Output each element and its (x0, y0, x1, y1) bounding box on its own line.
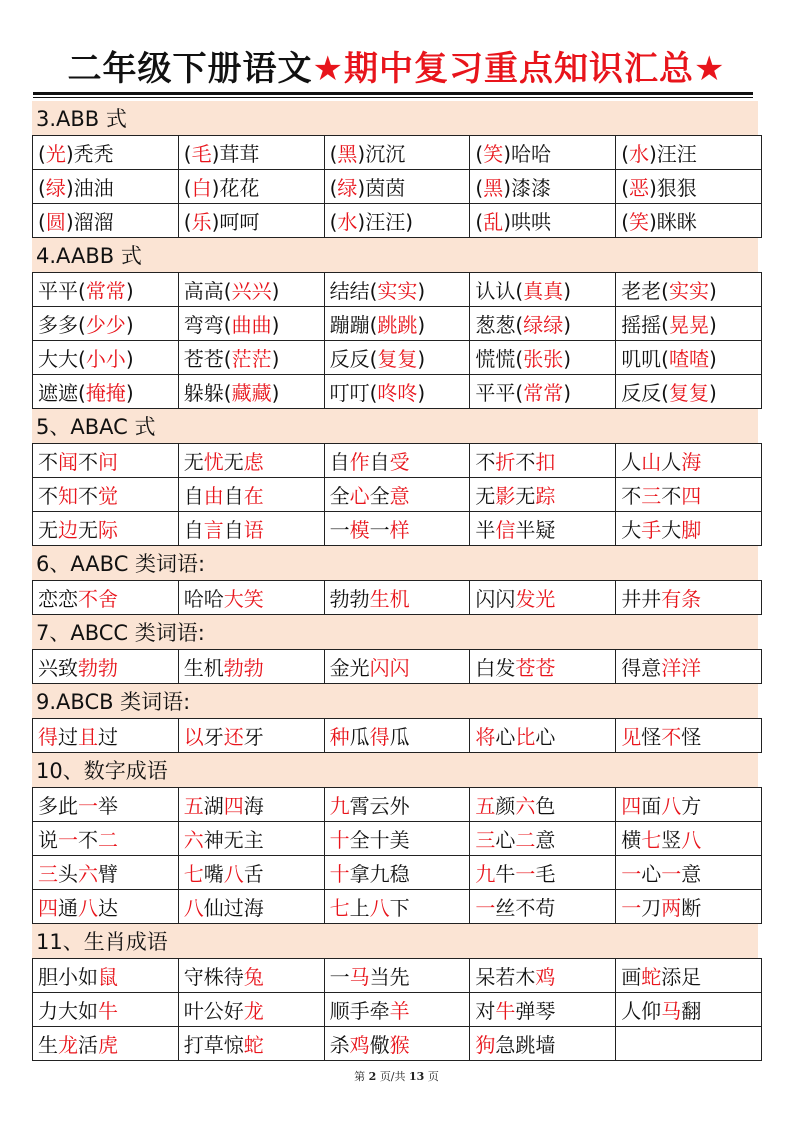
vocab-cell: 平平(常常) (470, 375, 616, 409)
highlight-char: 绿绿 (523, 313, 564, 337)
highlight-char: 海 (681, 450, 702, 474)
table-row (33, 478, 762, 512)
highlight-char: 猴 (389, 1033, 410, 1057)
vocab-cell: 半信半疑 (470, 512, 616, 546)
page-title (0, 46, 793, 92)
vocab-cell: 自言自语 (178, 512, 324, 546)
vocab-cell: 不闻不问 (33, 444, 179, 478)
vocab-table (32, 580, 762, 615)
highlight-char: 见 (621, 725, 642, 749)
vocab-cell: 哈哈大笑 (178, 581, 324, 615)
vocab-cell: 多此一举 (33, 788, 179, 822)
highlight-char: 作 (349, 450, 370, 474)
vocab-cell: 横七竖八 (616, 822, 762, 856)
vocab-cell: 蹦蹦(跳跳) (324, 307, 470, 341)
vocab-table (32, 649, 762, 684)
highlight-char: 问 (98, 450, 118, 474)
highlight-char: 生机 (369, 587, 410, 611)
table-row (33, 170, 762, 204)
highlight-char: 圆 (45, 210, 66, 234)
vocab-cell: 慌慌(张张) (470, 341, 616, 375)
vocab-cell (616, 1027, 762, 1061)
vocab-cell: 闪闪发光 (470, 581, 616, 615)
highlight-char: 八 (223, 862, 244, 886)
vocab-cell: 自由自在 (178, 478, 324, 512)
table-row (33, 719, 762, 753)
vocab-cell: 全心全意 (324, 478, 470, 512)
vocab-cell: 五颜六色 (470, 788, 616, 822)
vocab-cell: 狗急跳墙 (470, 1027, 616, 1061)
vocab-cell: (黑)沉沉 (324, 136, 470, 170)
vocab-cell: 老老(实实) (616, 273, 762, 307)
highlight-char: 不舍 (78, 587, 118, 611)
highlight-char: 知 (58, 484, 78, 508)
highlight-char: 光 (45, 142, 66, 166)
vocab-cell: (乐)呵呵 (178, 204, 324, 238)
highlight-char: 四 (681, 484, 702, 508)
highlight-char: 八 (681, 828, 702, 852)
highlight-char: 发光 (515, 587, 556, 611)
highlight-char: 九 (329, 794, 350, 818)
highlight-char: 八 (183, 896, 204, 920)
vocab-cell: 叽叽(喳喳) (616, 341, 762, 375)
vocab-cell: 大大(小小) (33, 341, 179, 375)
highlight-char: 三 (475, 828, 496, 852)
vocab-cell: 画蛇添足 (616, 959, 762, 993)
highlight-char: 闻 (58, 450, 78, 474)
vocab-cell: 得过且过 (33, 719, 179, 753)
highlight-char: 一 (78, 794, 98, 818)
table-row (33, 890, 762, 924)
highlight-char: 毛 (191, 142, 212, 166)
highlight-char: 信 (495, 518, 516, 542)
vocab-cell: (白)花花 (178, 170, 324, 204)
highlight-char: 在 (243, 484, 264, 508)
vocab-cell: 四通八达 (33, 890, 179, 924)
highlight-char: 羊 (389, 999, 410, 1023)
footer-prefix: 第 (354, 1070, 366, 1083)
highlight-char: 受 (389, 450, 410, 474)
highlight-char: 乐 (191, 210, 212, 234)
highlight-char: 苍苍 (515, 656, 556, 680)
highlight-char: 黑 (337, 142, 358, 166)
vocab-cell: 四面八方 (616, 788, 762, 822)
vocab-cell: 打草惊蛇 (178, 1027, 324, 1061)
vocab-cell: 说一不二 (33, 822, 179, 856)
table-row (33, 959, 762, 993)
vocab-table (32, 443, 762, 546)
vocab-cell: 将心比心 (470, 719, 616, 753)
vocab-cell: 九牛一毛 (470, 856, 616, 890)
vocab-cell: 十全十美 (324, 822, 470, 856)
highlight-char: 兔 (243, 965, 264, 989)
vocab-cell: 七嘴八舌 (178, 856, 324, 890)
highlight-char: 际 (98, 518, 118, 542)
highlight-char: 实实 (377, 279, 418, 303)
vocab-cell: 三头六臂 (33, 856, 179, 890)
page-footer (0, 1068, 793, 1084)
vocab-cell: (绿)油油 (33, 170, 179, 204)
section-heading: 11、生肖成语 (32, 924, 758, 958)
footer-page-number: 2 (368, 1070, 377, 1083)
vocab-cell: 兴致勃勃 (33, 650, 179, 684)
highlight-char: 山 (641, 450, 662, 474)
vocab-cell: 勃勃生机 (324, 581, 470, 615)
highlight-char: 八 (369, 896, 390, 920)
vocab-cell: 不知不觉 (33, 478, 179, 512)
vocab-cell: 无边无际 (33, 512, 179, 546)
vocab-cell: 生龙活虎 (33, 1027, 179, 1061)
vocab-cell: 平平(常常) (33, 273, 179, 307)
footer-total-pages: 13 (409, 1070, 425, 1083)
table-row (33, 375, 762, 409)
vocab-cell: 十拿九稳 (324, 856, 470, 890)
vocab-cell: 白发苍苍 (470, 650, 616, 684)
highlight-char: 蛇 (641, 965, 662, 989)
vocab-cell: 力大如牛 (33, 993, 179, 1027)
highlight-char: 常常 (523, 381, 564, 405)
highlight-char: 藏藏 (231, 381, 272, 405)
table-row (33, 1027, 762, 1061)
highlight-char: 鼠 (98, 965, 118, 989)
section-heading: 7、ABCC 类词语: (32, 615, 758, 649)
vocab-cell: (光)秃秃 (33, 136, 179, 170)
title-main: 二年级下册语文 (67, 49, 313, 89)
highlight-char: 掩掩 (85, 381, 126, 405)
highlight-char: 心 (349, 484, 370, 508)
vocab-cell: (毛)茸茸 (178, 136, 324, 170)
vocab-table (32, 272, 762, 409)
vocab-cell: 人山人海 (616, 444, 762, 478)
highlight-char: 笑 (629, 210, 649, 234)
highlight-char: 牛 (495, 999, 516, 1023)
vocab-cell: 三心二意 (470, 822, 616, 856)
highlight-char: 有条 (661, 587, 702, 611)
highlight-char: 四 (38, 896, 58, 920)
highlight-char: 种 (329, 725, 350, 749)
vocab-cell: 叮叮(咚咚) (324, 375, 470, 409)
vocab-cell: 生机勃勃 (178, 650, 324, 684)
highlight-char: 四 (621, 794, 642, 818)
title-rule-thin (33, 97, 753, 98)
highlight-char: 少少 (85, 313, 126, 337)
highlight-char: 勃勃 (223, 656, 264, 680)
highlight-char: 牛 (98, 999, 118, 1023)
highlight-char: 踪 (535, 484, 556, 508)
vocab-cell: 五湖四海 (178, 788, 324, 822)
table-row (33, 993, 762, 1027)
highlight-char: 手 (641, 518, 662, 542)
highlight-char: 折 (495, 450, 516, 474)
highlight-char: 六 (515, 794, 536, 818)
highlight-char: 一 (515, 862, 536, 886)
vocab-cell: 认认(真真) (470, 273, 616, 307)
vocab-cell: 躲躲(藏藏) (178, 375, 324, 409)
vocab-table (32, 135, 762, 238)
vocab-cell: 一模一样 (324, 512, 470, 546)
highlight-char: 意 (389, 484, 410, 508)
highlight-char: 语 (243, 518, 264, 542)
highlight-char: 虑 (243, 450, 264, 474)
highlight-char: 由 (203, 484, 224, 508)
vocab-cell: 苍苍(茫茫) (178, 341, 324, 375)
vocab-cell: 以牙还牙 (178, 719, 324, 753)
vocab-cell: 无影无踪 (470, 478, 616, 512)
highlight-char: 忧 (203, 450, 224, 474)
section-heading: 6、AABC 类词语: (32, 546, 758, 580)
vocab-cell: 一刀两断 (616, 890, 762, 924)
vocab-cell: 呆若木鸡 (470, 959, 616, 993)
highlight-char: 常常 (85, 279, 126, 303)
highlight-char: 十 (329, 828, 350, 852)
section-heading: 9.ABCB 类词语: (32, 684, 758, 718)
highlight-char: 一 (475, 896, 496, 920)
vocab-cell: 遮遮(掩掩) (33, 375, 179, 409)
section-heading: 4.AABB 式 (32, 238, 758, 272)
highlight-char: 鸡 (349, 1033, 370, 1057)
highlight-char: 黑 (483, 176, 504, 200)
table-row (33, 788, 762, 822)
highlight-char: 狗 (475, 1033, 496, 1057)
highlight-char: 一 (661, 862, 682, 886)
highlight-char: 绿 (337, 176, 358, 200)
highlight-char: 真真 (523, 279, 564, 303)
highlight-char: 影 (495, 484, 516, 508)
vocab-cell: 摇摇(晃晃) (616, 307, 762, 341)
highlight-char: 二 (98, 828, 118, 852)
highlight-char: 水 (629, 142, 649, 166)
highlight-char: 一 (621, 896, 642, 920)
section-heading: 3.ABB 式 (32, 101, 758, 135)
highlight-char: 还 (223, 725, 244, 749)
table-row (33, 581, 762, 615)
highlight-char: 言 (203, 518, 224, 542)
highlight-char: 三 (641, 484, 662, 508)
highlight-char: 马 (661, 999, 682, 1023)
highlight-char: 十 (329, 862, 350, 886)
highlight-char: 七 (641, 828, 662, 852)
vocab-cell: 弯弯(曲曲) (178, 307, 324, 341)
table-row (33, 136, 762, 170)
vocab-cell: 见怪不怪 (616, 719, 762, 753)
vocab-cell: 井井有条 (616, 581, 762, 615)
vocab-cell: 一心一意 (616, 856, 762, 890)
highlight-char: 张张 (523, 347, 564, 371)
vocab-cell: 一马当先 (324, 959, 470, 993)
table-row (33, 341, 762, 375)
highlight-char: 九 (475, 862, 496, 886)
highlight-char: 水 (337, 210, 358, 234)
vocab-cell: 不折不扣 (470, 444, 616, 478)
vocab-cell: (乱)哄哄 (470, 204, 616, 238)
vocab-cell: 人仰马翻 (616, 993, 762, 1027)
table-row (33, 444, 762, 478)
highlight-char: 四 (223, 794, 244, 818)
highlight-char: 不 (661, 725, 682, 749)
table-row (33, 273, 762, 307)
highlight-char: 五 (475, 794, 496, 818)
vocab-cell: (绿)茵茵 (324, 170, 470, 204)
highlight-char: 且 (78, 725, 98, 749)
vocab-cell: 种瓜得瓜 (324, 719, 470, 753)
vocab-cell: (恶)狠狠 (616, 170, 762, 204)
highlight-char: 恶 (629, 176, 649, 200)
title-highlight: ★期中复习重点知识汇总★ (312, 49, 726, 89)
highlight-char: 两 (661, 896, 682, 920)
highlight-char: 以 (183, 725, 204, 749)
highlight-char: 跳跳 (377, 313, 418, 337)
vocab-cell: 杀鸡儆猴 (324, 1027, 470, 1061)
footer-suffix: 页 (427, 1070, 439, 1083)
highlight-char: 一 (621, 862, 642, 886)
highlight-char: 样 (389, 518, 410, 542)
highlight-char: 得 (369, 725, 390, 749)
highlight-char: 六 (183, 828, 204, 852)
highlight-char: 勃勃 (78, 656, 118, 680)
highlight-char: 笑 (483, 142, 504, 166)
highlight-char: 五 (183, 794, 204, 818)
table-row (33, 856, 762, 890)
vocab-table (32, 787, 762, 924)
vocab-cell: 七上八下 (324, 890, 470, 924)
highlight-char: 脚 (681, 518, 702, 542)
vocab-cell: 六神无主 (178, 822, 324, 856)
vocab-cell: (黑)漆漆 (470, 170, 616, 204)
table-row (33, 512, 762, 546)
highlight-char: 茫茫 (231, 347, 272, 371)
vocab-cell: (水)汪汪) (324, 204, 470, 238)
highlight-char: 大笑 (223, 587, 264, 611)
vocab-cell: 一丝不苟 (470, 890, 616, 924)
highlight-char: 实实 (669, 279, 709, 303)
highlight-char: 扣 (535, 450, 556, 474)
section-heading: 5、ABAC 式 (32, 409, 758, 443)
title-rule-thick (33, 92, 753, 95)
highlight-char: 七 (329, 896, 350, 920)
highlight-char: 绿 (45, 176, 66, 200)
highlight-char: 模 (349, 518, 370, 542)
vocab-cell: 叶公好龙 (178, 993, 324, 1027)
highlight-char: 白 (191, 176, 212, 200)
highlight-char: 鸡 (535, 965, 556, 989)
vocab-cell: (笑)眯眯 (616, 204, 762, 238)
highlight-char: 咚咚 (377, 381, 418, 405)
table-row (33, 307, 762, 341)
highlight-char: 龙 (58, 1033, 78, 1057)
highlight-char: 得 (38, 725, 58, 749)
table-row (33, 650, 762, 684)
highlight-char: 将 (475, 725, 496, 749)
highlight-char: 洋洋 (661, 656, 702, 680)
vocab-cell: (水)汪汪 (616, 136, 762, 170)
highlight-char: 小小 (85, 347, 126, 371)
vocab-cell: 自作自受 (324, 444, 470, 478)
highlight-char: 虎 (98, 1033, 118, 1057)
highlight-char: 晃晃 (669, 313, 709, 337)
highlight-char: 龙 (243, 999, 264, 1023)
highlight-char: 比 (515, 725, 536, 749)
highlight-char: 六 (78, 862, 98, 886)
vocab-cell: 不三不四 (616, 478, 762, 512)
vocab-cell: (圆)溜溜 (33, 204, 179, 238)
highlight-char: 八 (661, 794, 682, 818)
vocab-cell: 得意洋洋 (616, 650, 762, 684)
highlight-char: 曲曲 (231, 313, 272, 337)
vocab-cell: 葱葱(绿绿) (470, 307, 616, 341)
vocab-table (32, 718, 762, 753)
vocab-cell: 反反(复复) (324, 341, 470, 375)
highlight-char: 二 (515, 828, 536, 852)
vocab-cell: 高高(兴兴) (178, 273, 324, 307)
vocab-cell: 无忧无虑 (178, 444, 324, 478)
vocab-cell: 反反(复复) (616, 375, 762, 409)
highlight-char: 蛇 (243, 1033, 264, 1057)
highlight-char: 闪闪 (369, 656, 410, 680)
vocab-cell: 守株待兔 (178, 959, 324, 993)
vocab-cell: 顺手牵羊 (324, 993, 470, 1027)
table-row (33, 822, 762, 856)
vocab-cell: 结结(实实) (324, 273, 470, 307)
vocab-cell: 九霄云外 (324, 788, 470, 822)
highlight-char: 复复 (377, 347, 418, 371)
highlight-char: 兴兴 (231, 279, 272, 303)
section-heading: 10、数字成语 (32, 753, 758, 787)
vocab-cell: (笑)哈哈 (470, 136, 616, 170)
vocab-cell: 对牛弹琴 (470, 993, 616, 1027)
highlight-char: 边 (58, 518, 78, 542)
highlight-char: 乱 (483, 210, 504, 234)
highlight-char: 复复 (669, 381, 709, 405)
vocab-cell: 多多(少少) (33, 307, 179, 341)
vocab-table (32, 958, 762, 1061)
table-row (33, 204, 762, 238)
highlight-char: 七 (183, 862, 204, 886)
vocab-cell: 恋恋不舍 (33, 581, 179, 615)
highlight-char: 觉 (98, 484, 118, 508)
vocab-cell: 大手大脚 (616, 512, 762, 546)
footer-mid: 页/共 (379, 1070, 406, 1083)
highlight-char: 八 (78, 896, 98, 920)
highlight-char: 三 (38, 862, 58, 886)
vocab-cell: 胆小如鼠 (33, 959, 179, 993)
vocab-cell: 八仙过海 (178, 890, 324, 924)
sections-container (32, 101, 758, 1061)
highlight-char: 一 (58, 828, 78, 852)
highlight-char: 喳喳 (669, 347, 709, 371)
vocab-cell: 金光闪闪 (324, 650, 470, 684)
highlight-char: 马 (349, 965, 370, 989)
